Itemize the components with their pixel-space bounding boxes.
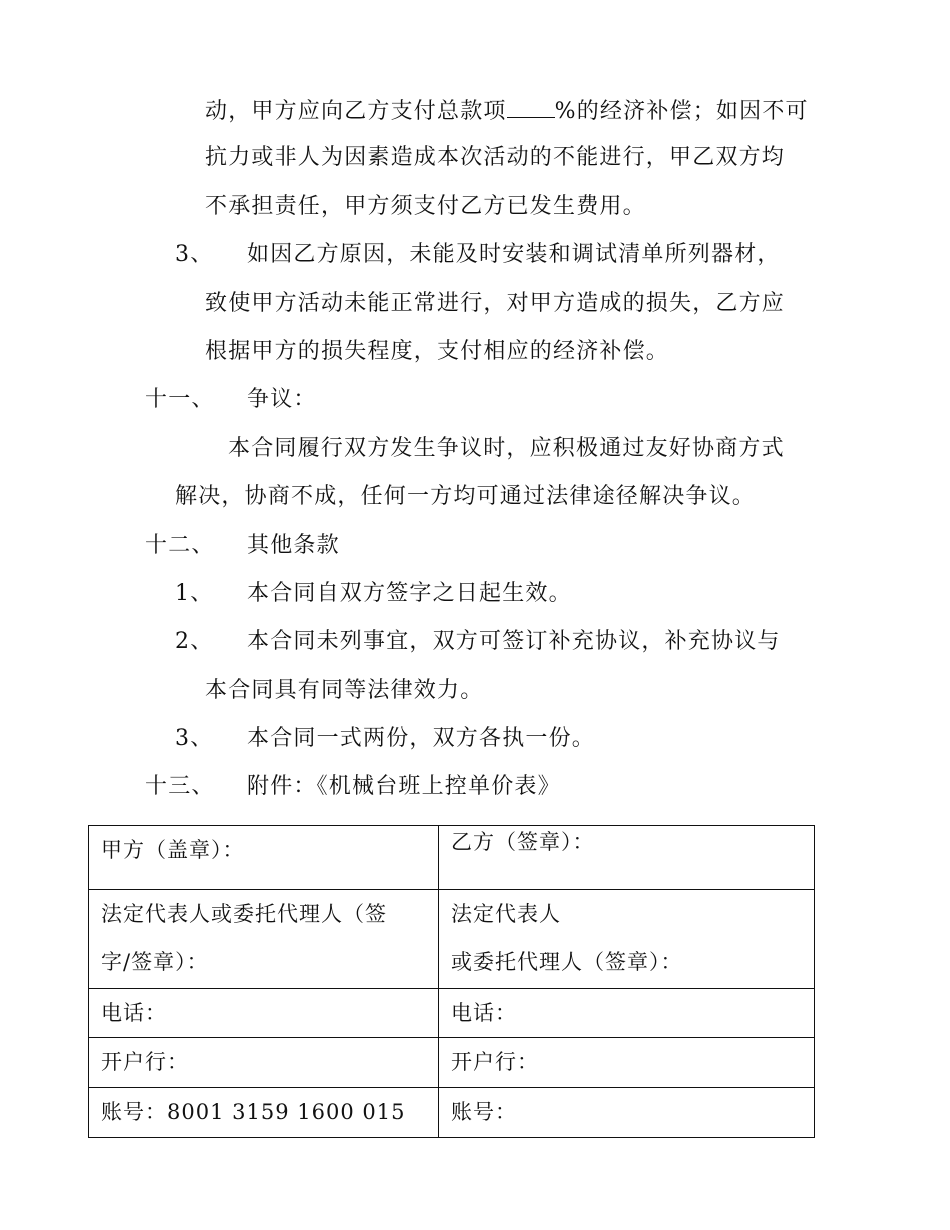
clause-12-item-1-number: 1、	[175, 581, 214, 606]
party-b-representative-label-2: 或委托代理人（签章）：	[451, 950, 683, 974]
party-a-representative-label-1: 法定代表人或委托代理人（签	[101, 902, 387, 926]
account-row	[89, 1088, 815, 1138]
clause-12-item-2-line-2: 本合同具有同等法律效力。	[205, 678, 484, 703]
clause-13-number: 十三、	[145, 774, 215, 799]
clause-11-line-1: 本合同履行双方发生争议时，应积极通过友好协商方式	[228, 436, 785, 461]
percentage-blank[interactable]	[507, 95, 555, 118]
party-b-representative-label-1: 法定代表人	[451, 902, 561, 926]
clause-12-item-2-text: 本合同未列事宜，双方可签订补充协议，补充协议与	[247, 629, 781, 654]
party-row	[89, 826, 815, 890]
representative-row	[89, 890, 815, 989]
clause-12-title: 其他条款	[247, 533, 340, 558]
clause-11-title: 争议：	[247, 387, 317, 412]
party-a-seal-cell[interactable]	[89, 826, 439, 890]
clause-10-cont-text-b: %的经济补偿；如因不可	[554, 99, 809, 124]
clause-10-item-3-line-2: 致使甲方活动未能正常进行，对甲方造成的损失，乙方应	[205, 291, 786, 316]
clause-12-item-3-number: 3、	[175, 726, 214, 751]
party-b-phone-cell[interactable]	[439, 989, 815, 1038]
clause-12-number: 十二、	[145, 533, 215, 558]
party-a-account-cell[interactable]	[89, 1088, 439, 1138]
clause-11-number: 十一、	[145, 387, 215, 412]
clause-10-cont-line-2: 抗力或非人为因素造成本次活动的不能进行，甲乙双方均	[205, 145, 786, 170]
clause-12-item-1-text: 本合同自双方签字之日起生效。	[247, 581, 572, 606]
clause-13-heading	[145, 772, 561, 802]
party-a-phone-label: 电话：	[101, 1001, 167, 1025]
clause-12-heading	[145, 531, 340, 561]
party-b-seal-cell[interactable]	[439, 826, 815, 890]
clause-13-title: 附件：《机械台班上控单价表》	[247, 774, 561, 799]
party-b-bank-label: 开户行：	[451, 1050, 539, 1074]
party-a-bank-cell[interactable]	[89, 1038, 439, 1088]
party-a-representative-cell[interactable]	[89, 890, 439, 989]
party-b-account-label: 账号：	[451, 1100, 517, 1124]
party-b-phone-label: 电话：	[451, 1001, 517, 1025]
clause-10-cont-line-1	[205, 95, 809, 127]
clause-10-item-3-text: 如因乙方原因，未能及时安装和调试清单所列器材，	[247, 242, 781, 267]
clause-11-heading	[145, 385, 317, 415]
clause-10-item-3-line-3: 根据甲方的损失程度，支付相应的经济补偿。	[205, 339, 670, 364]
signature-table	[88, 825, 815, 1138]
clause-10-cont-line-3: 不承担责任，甲方须支付乙方已发生费用。	[205, 194, 646, 219]
bank-row	[89, 1038, 815, 1088]
party-a-phone-cell[interactable]	[89, 989, 439, 1038]
clause-10-cont-text-a: 动，甲方应向乙方支付总款项	[205, 99, 507, 124]
phone-row	[89, 989, 815, 1038]
clause-12-item-2-line-1	[175, 627, 781, 657]
clause-10-item-3-number: 3、	[175, 242, 214, 267]
clause-12-item-2-number: 2、	[175, 629, 214, 654]
clause-10-item-3-line-1	[175, 240, 781, 270]
party-a-bank-label: 开户行：	[101, 1050, 189, 1074]
clause-12-item-3	[175, 724, 595, 754]
party-a-seal-label: 甲方（盖章）：	[101, 838, 245, 862]
clause-12-item-1	[175, 579, 572, 609]
party-a-account-label: 账号：8001 3159 1600 015	[101, 1100, 406, 1124]
party-b-bank-cell[interactable]	[439, 1038, 815, 1088]
party-b-representative-cell[interactable]	[439, 890, 815, 989]
party-a-representative-label-2: 字/签章）：	[101, 950, 209, 974]
party-b-account-cell[interactable]	[439, 1088, 815, 1138]
clause-12-item-3-text: 本合同一式两份，双方各执一份。	[247, 726, 596, 751]
clause-11-line-2: 解决，协商不成，任何一方均可通过法律途径解决争议。	[175, 484, 756, 509]
party-b-seal-label: 乙方（签章）：	[451, 830, 595, 854]
